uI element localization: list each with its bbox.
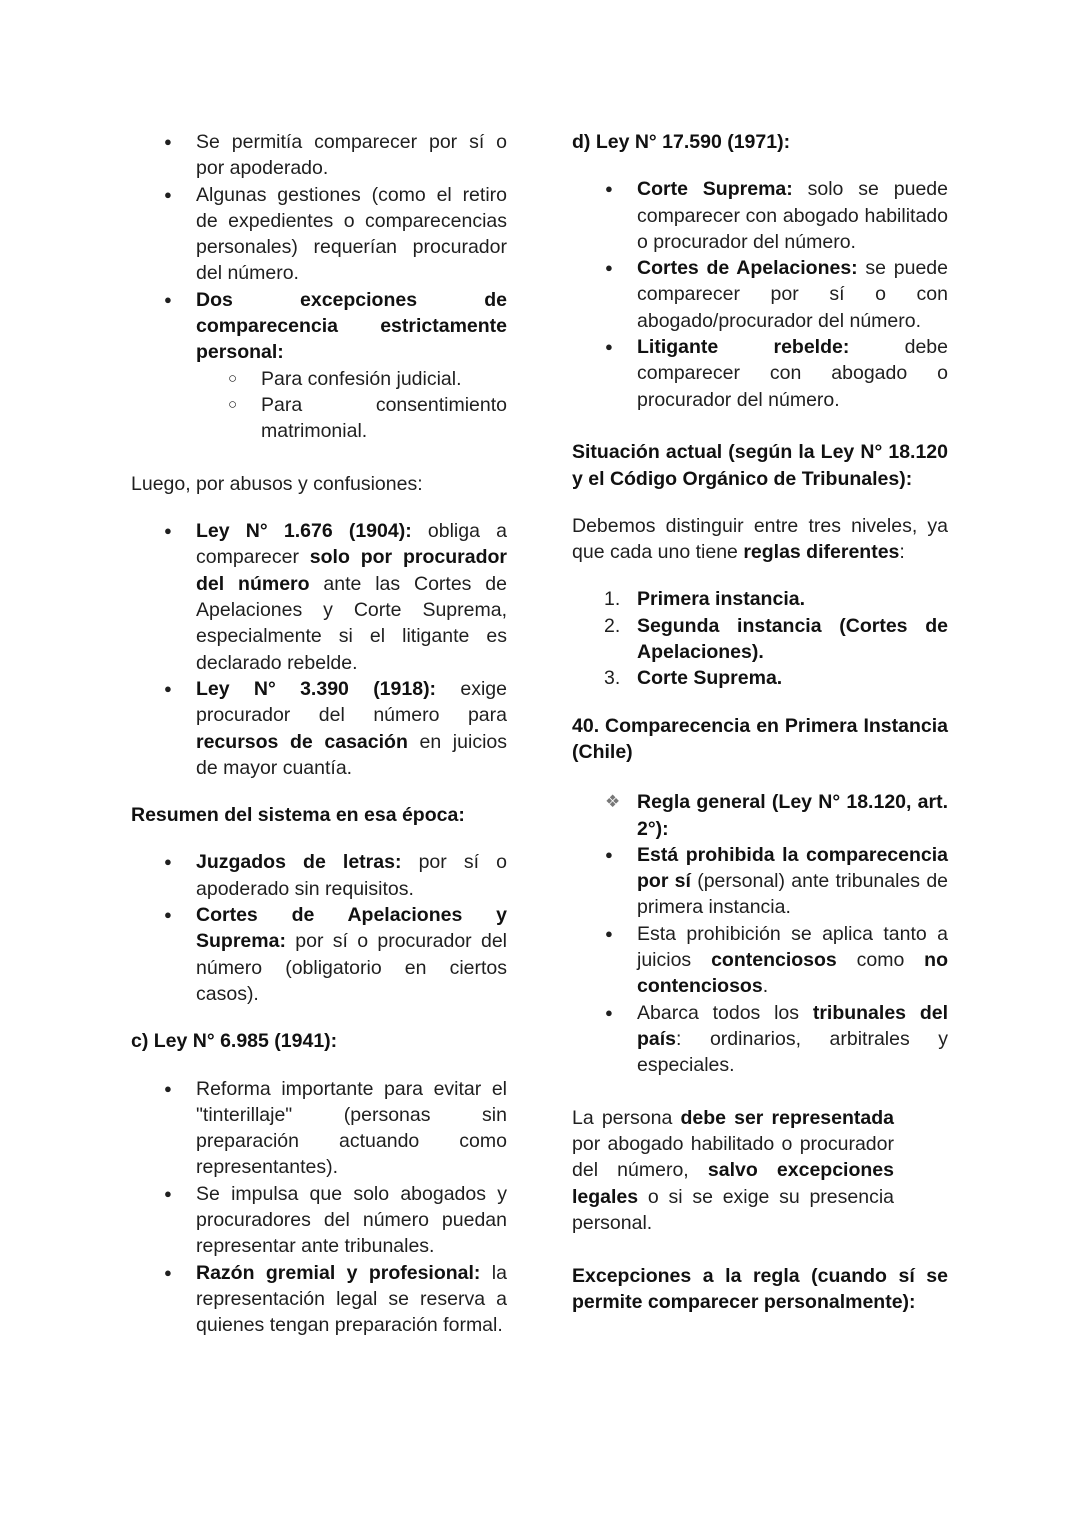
bullet-icon bbox=[605, 255, 625, 281]
bullet-icon bbox=[164, 676, 184, 702]
bullet-icon bbox=[605, 334, 625, 360]
bullet-icon bbox=[164, 849, 184, 875]
list-item: ● Juzgados de letras: por sí o apoderado sin requisitos. bbox=[131, 849, 507, 902]
diamond-bullet-icon bbox=[605, 789, 625, 815]
list-item: ● Razón gremial y profesional: la representación legal se reserva a quienes tengan preparación formal. bbox=[131, 1260, 507, 1339]
list-item: ● Litigante rebelde: debe comparecer con abogado o procurador del número. bbox=[572, 334, 948, 413]
section-40-heading: 40. Comparecencia en Primera Instancia (Chile) bbox=[572, 714, 948, 763]
numbered-item: 2. Segunda instancia (Cortes de Apelaciones). bbox=[604, 614, 948, 664]
excepciones-heading: Excepciones a la regla (cuando sí se permite comparecer personalmente): bbox=[572, 1264, 948, 1313]
bullet-icon bbox=[164, 902, 184, 928]
list-item: ● Se permitía comparecer por sí o por apoderado. bbox=[131, 129, 507, 182]
hollow-bullet-icon bbox=[228, 366, 248, 392]
laws-list bbox=[131, 518, 507, 781]
list-item: ● Algunas gestiones (como el retiro de expedientes o comparecencias personales) requerían procurador del número. bbox=[131, 182, 507, 287]
left-column bbox=[131, 129, 507, 1338]
sublist-item: ○ Para confesión judicial. bbox=[131, 366, 507, 392]
hollow-bullet-icon bbox=[228, 392, 248, 418]
resumen-list bbox=[131, 849, 507, 1007]
bullet-icon bbox=[164, 1181, 184, 1207]
bullet-icon bbox=[164, 182, 184, 208]
list-item: ● Abarca todos los tribunales del país: ordinarios, arbitrales y especiales. bbox=[572, 1000, 948, 1079]
right-column bbox=[572, 129, 948, 1315]
list-item: ● Se impulsa que solo abogados y procuradores del número puedan representar ante tribunales. bbox=[131, 1181, 507, 1260]
bullet-icon bbox=[164, 1260, 184, 1286]
ley-6985-list bbox=[131, 1076, 507, 1339]
list-item: ● Dos excepciones de comparecencia estrictamente personal: bbox=[131, 287, 507, 366]
numbered-item: 3. Corte Suprema. bbox=[604, 667, 783, 690]
abusos-intro: Luego, por abusos y confusiones: bbox=[131, 472, 423, 495]
bullet-icon bbox=[605, 842, 625, 868]
sublist-item: ○ Para consentimiento matrimonial. bbox=[131, 392, 507, 445]
bullet-icon bbox=[164, 129, 184, 155]
regla-general-list bbox=[572, 789, 948, 1078]
bullet-icon bbox=[605, 1000, 625, 1026]
exceptions-sublist bbox=[131, 366, 507, 445]
bullet-icon bbox=[605, 176, 625, 202]
situacion-actual-heading: Situación actual (según la Ley N° 18.120 y el Código Orgánico de Tribunales): bbox=[572, 441, 948, 490]
ley-6985-heading: c) Ley N° 6.985 (1941): bbox=[131, 1030, 338, 1053]
list-item: ❖ Regla general (Ley N° 18.120, art. 2°): bbox=[572, 789, 948, 842]
distinguir-paragraph: Debemos distinguir entre tres niveles, ya que cada uno tiene reglas diferentes: bbox=[572, 514, 948, 564]
list-item: ● Ley N° 3.390 (1918): exige procurador del número para recursos de casación en juicios de mayor cuantía. bbox=[131, 676, 507, 781]
list-item: ● Cortes de Apelaciones: se puede comparecer por sí o con abogado/procurador del número. bbox=[572, 255, 948, 334]
ley-17590-list bbox=[572, 176, 948, 413]
list-item: ● Reforma importante para evitar el "tinterillaje" (personas sin preparación actuando como representantes). bbox=[131, 1076, 507, 1181]
niveles-list bbox=[572, 586, 948, 691]
numbered-item: 1. Primera instancia. bbox=[604, 588, 805, 611]
early-rules-list bbox=[131, 129, 507, 366]
bullet-icon bbox=[164, 287, 184, 313]
bullet-icon bbox=[605, 921, 625, 947]
list-item: ● Cortes de Apelaciones y Suprema: por sí o procurador del número (obligatorio en ciertos casos). bbox=[131, 902, 507, 1007]
list-item: ● Corte Suprema: solo se puede comparecer con abogado habilitado o procurador del número. bbox=[572, 176, 948, 255]
list-item: ● Esta prohibición se aplica tanto a juicios contenciosos como no contenciosos. bbox=[572, 921, 948, 1000]
resumen-heading: Resumen del sistema en esa época: bbox=[131, 804, 465, 827]
bullet-icon bbox=[164, 1076, 184, 1102]
bullet-icon bbox=[164, 518, 184, 544]
list-item: ● Ley N° 1.676 (1904): obliga a comparecer solo por procurador del número ante las Cortes de Apelaciones y Corte Suprema, especialmente si el litigante es declarado rebelde. bbox=[131, 518, 507, 676]
list-item: ● Está prohibida la comparecencia por sí (personal) ante tribunales de primera instancia. bbox=[572, 842, 948, 921]
ley-17590-heading: d) Ley N° 17.590 (1971): bbox=[572, 131, 791, 153]
representacion-paragraph: La persona debe ser representada por abogado habilitado o procurador del número, salvo excepciones legales o si se exige su presencia personal. bbox=[572, 1106, 894, 1234]
